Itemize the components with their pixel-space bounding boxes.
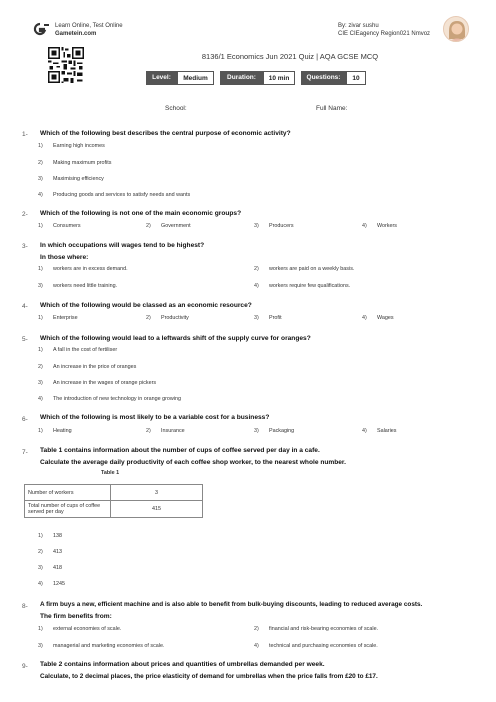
option-number: 3) (38, 176, 43, 182)
question-subtext: Calculate the average daily productivity of each coffee shop worker, to the nearest whole number. (40, 459, 346, 466)
level-value: Medium (177, 71, 214, 85)
option-number: 4) (362, 428, 367, 434)
option-label[interactable]: Enterprise (53, 315, 78, 321)
author-region: CIE CIEagency Region021 Nmvoz (338, 31, 431, 37)
option-number: 3) (38, 380, 43, 386)
option-label[interactable]: Producing goods and services to satisfy needs and wants (53, 192, 191, 198)
question-number: 9- (22, 663, 28, 670)
table-row (25, 501, 203, 518)
question-text: In which occupations will wages tend to be highest? (40, 242, 205, 249)
brand-site[interactable]: Gametein.com (55, 31, 97, 37)
option-number: 3) (254, 315, 259, 321)
option-label[interactable]: Maximising efficiency (53, 176, 104, 182)
question-text: Which of the following would be classed as an economic resource? (40, 302, 252, 309)
duration-label: Duration: (220, 71, 263, 85)
question-subtext: In those where: (40, 254, 89, 261)
table-cell-value: 3 (111, 485, 203, 501)
option-number: 1) (38, 533, 43, 539)
option-number: 2) (146, 315, 151, 321)
option-number: 2) (38, 364, 43, 370)
option-label[interactable]: Profit (269, 315, 282, 321)
option-label[interactable]: Consumers (53, 223, 81, 229)
duration-value: 10 min (263, 71, 295, 85)
option-label[interactable]: 413 (53, 549, 62, 555)
option-label[interactable]: Insurance (161, 428, 185, 434)
avatar-image (444, 17, 469, 42)
option-label[interactable]: Making maximum profits (53, 160, 112, 166)
question-text: Which of the following best describes the central purpose of economic activity? (40, 130, 291, 137)
option-label[interactable]: external economies of scale. (53, 626, 122, 632)
option-number: 1) (38, 347, 43, 353)
option-number: 2) (38, 160, 43, 166)
full-name-field-label: Full Name: (316, 105, 348, 112)
option-label[interactable]: The introduction of new technology in orange growing (53, 396, 181, 402)
option-label[interactable]: Government (161, 223, 191, 229)
option-label[interactable]: 418 (53, 565, 62, 571)
questions-label: Questions: (301, 71, 346, 85)
option-label[interactable]: Productivity (161, 315, 189, 321)
option-label[interactable]: 138 (53, 533, 62, 539)
option-number: 4) (38, 396, 43, 402)
question-number: 7- (22, 449, 28, 456)
question-number: 2- (22, 211, 28, 218)
level-label: Level: (146, 71, 177, 85)
option-number: 2) (146, 428, 151, 434)
option-number: 4) (254, 643, 259, 649)
option-number: 4) (362, 315, 367, 321)
option-label[interactable]: financial and risk-bearing economies of scale. (269, 626, 379, 632)
option-label[interactable]: technical and purchasing economies of scale. (269, 643, 378, 649)
data-table (24, 484, 203, 518)
option-number: 2) (38, 549, 43, 555)
option-number: 1) (38, 428, 43, 434)
question-subtext: The firm benefits from: (40, 613, 112, 620)
question-text: Which of the following would lead to a leftwards shift of the supply curve for oranges? (40, 335, 311, 342)
author-block (338, 22, 430, 38)
option-number: 4) (362, 223, 367, 229)
option-number: 2) (254, 266, 259, 272)
page-title: 8136/1 Economics Jun 2021 Quiz | AQA GCSE MCQ (201, 52, 379, 61)
option-label[interactable]: Workers (377, 223, 397, 229)
question-number: 5- (22, 336, 28, 343)
option-label[interactable]: An increase in the price of oranges (53, 364, 137, 370)
option-number: 4) (38, 192, 43, 198)
option-label[interactable]: An increase in the wages of orange pickers (53, 380, 157, 386)
question-text: Which of the following is most likely to be a variable cost for a business? (40, 414, 270, 421)
option-label[interactable]: 1245 (53, 581, 65, 587)
table-row (25, 485, 203, 501)
option-number: 3) (38, 565, 43, 571)
qr-code (48, 47, 84, 83)
author-name: By: zivar sushu (338, 23, 379, 29)
option-label[interactable]: A fall in the cost of fertiliser (53, 347, 118, 353)
option-label[interactable]: workers are paid on a weekly basis. (269, 266, 355, 272)
question-number: 3- (22, 243, 28, 250)
option-label[interactable]: Producers (269, 223, 294, 229)
questions-value: 10 (346, 71, 366, 85)
option-label[interactable]: Salaries (377, 428, 397, 434)
option-label[interactable]: workers require few qualifications. (269, 283, 351, 289)
option-number: 2) (254, 626, 259, 632)
question-subtext: Calculate, to 2 decimal places, the price elasticity of demand for umbrellas when the price falls from £20 to £17. (40, 673, 378, 680)
option-number: 3) (38, 283, 43, 289)
option-label[interactable]: Heating (53, 428, 72, 434)
option-number: 1) (38, 266, 43, 272)
avatar (443, 16, 469, 42)
option-number: 3) (38, 643, 43, 649)
option-label[interactable]: workers need little training. (53, 283, 118, 289)
question-text: Which of the following is not one of the main economic groups? (40, 210, 242, 217)
option-label[interactable]: Earning high incomes (53, 143, 105, 149)
question-number: 8- (22, 603, 28, 610)
option-number: 1) (38, 223, 43, 229)
option-number: 1) (38, 143, 43, 149)
school-field-label: School: (165, 105, 187, 112)
option-number: 3) (254, 223, 259, 229)
option-number: 1) (38, 626, 43, 632)
brand-tagline: Learn Online, Test Online (55, 23, 123, 29)
option-label[interactable]: Packaging (269, 428, 295, 434)
table-cell-label: Number of workers (25, 485, 111, 501)
question-text: A firm buys a new, efficient machine and is also able to benefit from bulk-buying discounts, leading to reduced average costs. (40, 601, 423, 608)
brand-block (55, 22, 123, 38)
question-number: 4- (22, 303, 28, 310)
question-text: Table 1 contains information about the number of cups of coffee served per day in a cafe. (40, 447, 320, 454)
gametein-logo (30, 22, 50, 36)
option-number: 1) (38, 315, 43, 321)
option-number: 4) (254, 283, 259, 289)
option-label[interactable]: workers are in excess demand. (53, 266, 128, 272)
question-number: 1- (22, 131, 28, 138)
table-title: Table 1 (101, 470, 120, 476)
option-number: 4) (38, 581, 43, 587)
question-text: Table 2 contains information about prices and quantities of umbrellas demanded per week. (40, 661, 325, 668)
option-number: 3) (254, 428, 259, 434)
table-cell-value: 415 (111, 501, 203, 518)
option-label[interactable]: Wages (377, 315, 394, 321)
option-label[interactable]: managerial and marketing economies of scale. (53, 643, 165, 649)
question-number: 6- (22, 416, 28, 423)
table-cell-label: Total number of cups of coffee served per day (25, 501, 111, 518)
option-number: 2) (146, 223, 151, 229)
